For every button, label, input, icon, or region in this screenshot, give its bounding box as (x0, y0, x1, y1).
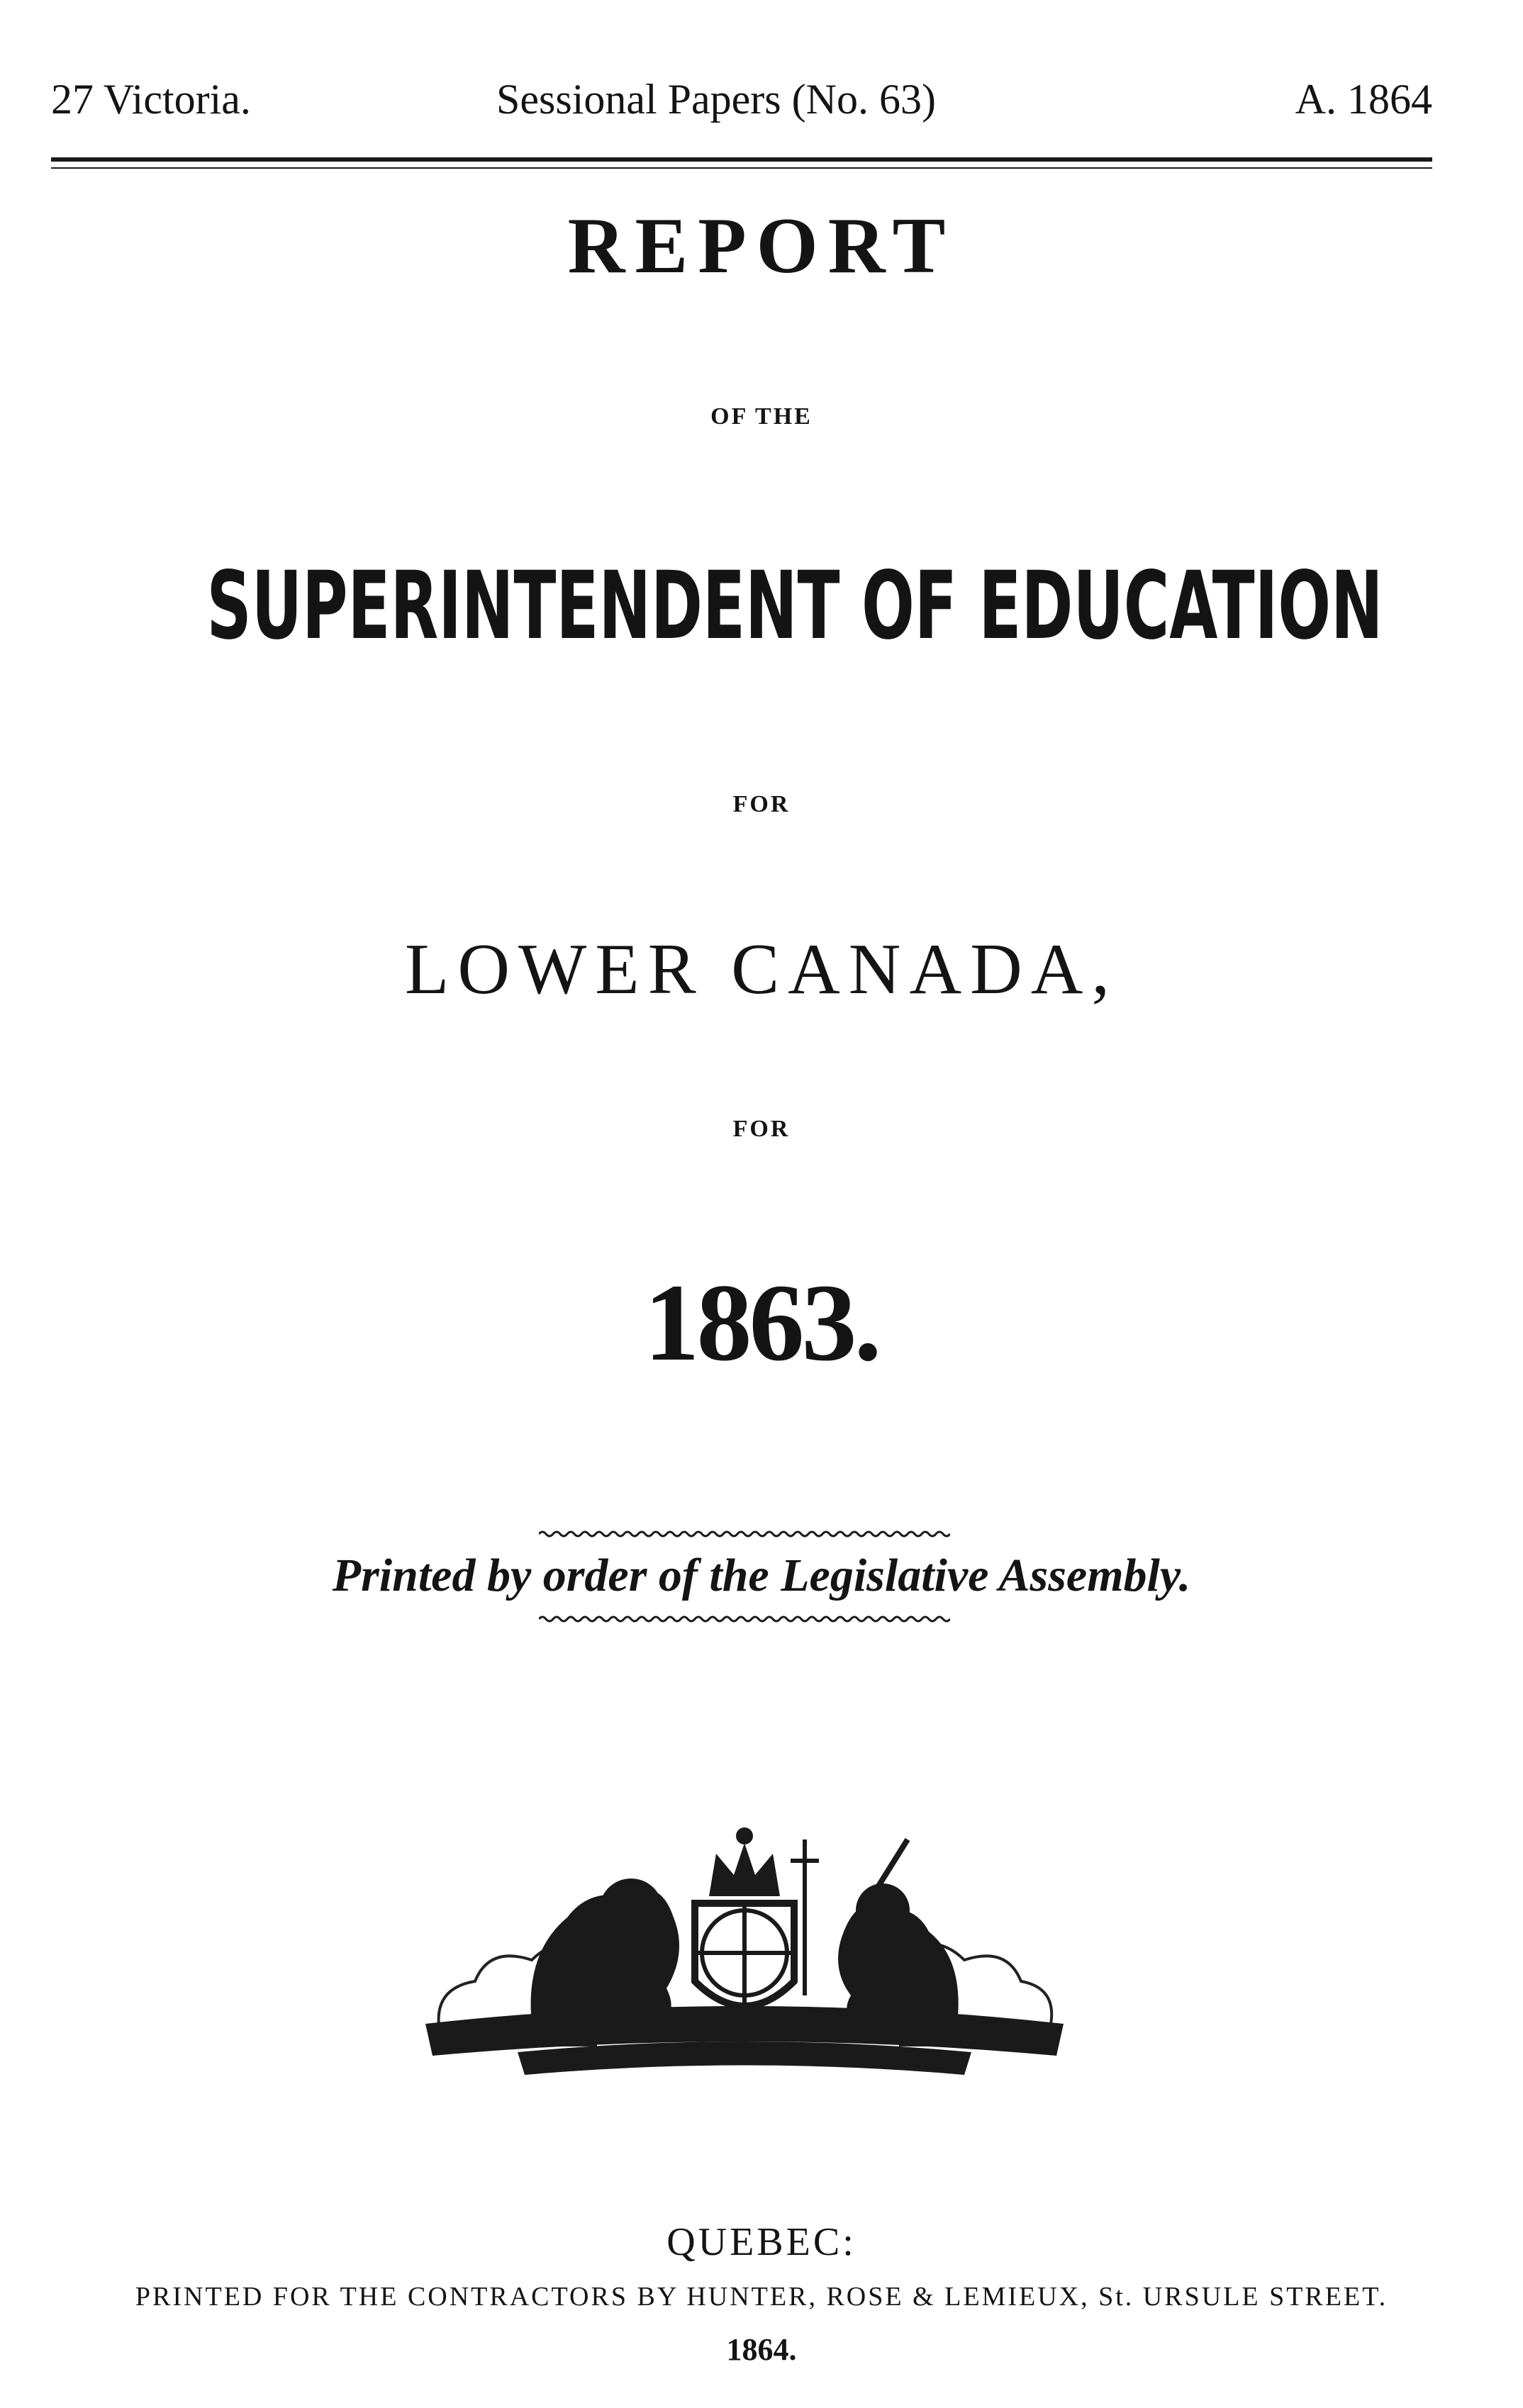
imprint-city: QUEBEC: (666, 2220, 857, 2264)
header-rule-thick (51, 157, 1432, 162)
header-sessional-papers: Sessional Papers (No. 63) (496, 76, 936, 123)
header-volume: 27 Victoria. (51, 76, 251, 123)
office-name (0, 546, 1523, 666)
header-year-code: A. 1864 (1295, 76, 1432, 123)
wavy-rule-top (539, 1527, 950, 1541)
office-name-text: SUPERINTENDENT OF EDUCATION (206, 551, 1383, 661)
header-rule-thin (51, 167, 1432, 169)
royal-coat-of-arms-icon (418, 1811, 1071, 2088)
place-name: LOWER CANADA, (405, 929, 1118, 1009)
order-line: Printed by order of the Legislative Assembly. (332, 1550, 1191, 1601)
report-year: 1863. (644, 1261, 879, 1384)
imprint-printer: PRINTED FOR THE CONTRACTORS BY HUNTER, ROSE & LEMIEUX, St. URSULE STREET. (135, 2282, 1388, 2312)
title-for-1: FOR (732, 791, 791, 817)
imprint-year: 1864. (726, 2332, 797, 2367)
wavy-rule-bottom (539, 1612, 950, 1626)
page-title: REPORT (567, 202, 956, 290)
title-for-2: FOR (732, 1116, 791, 1142)
title-connector: OF THE (710, 403, 813, 430)
